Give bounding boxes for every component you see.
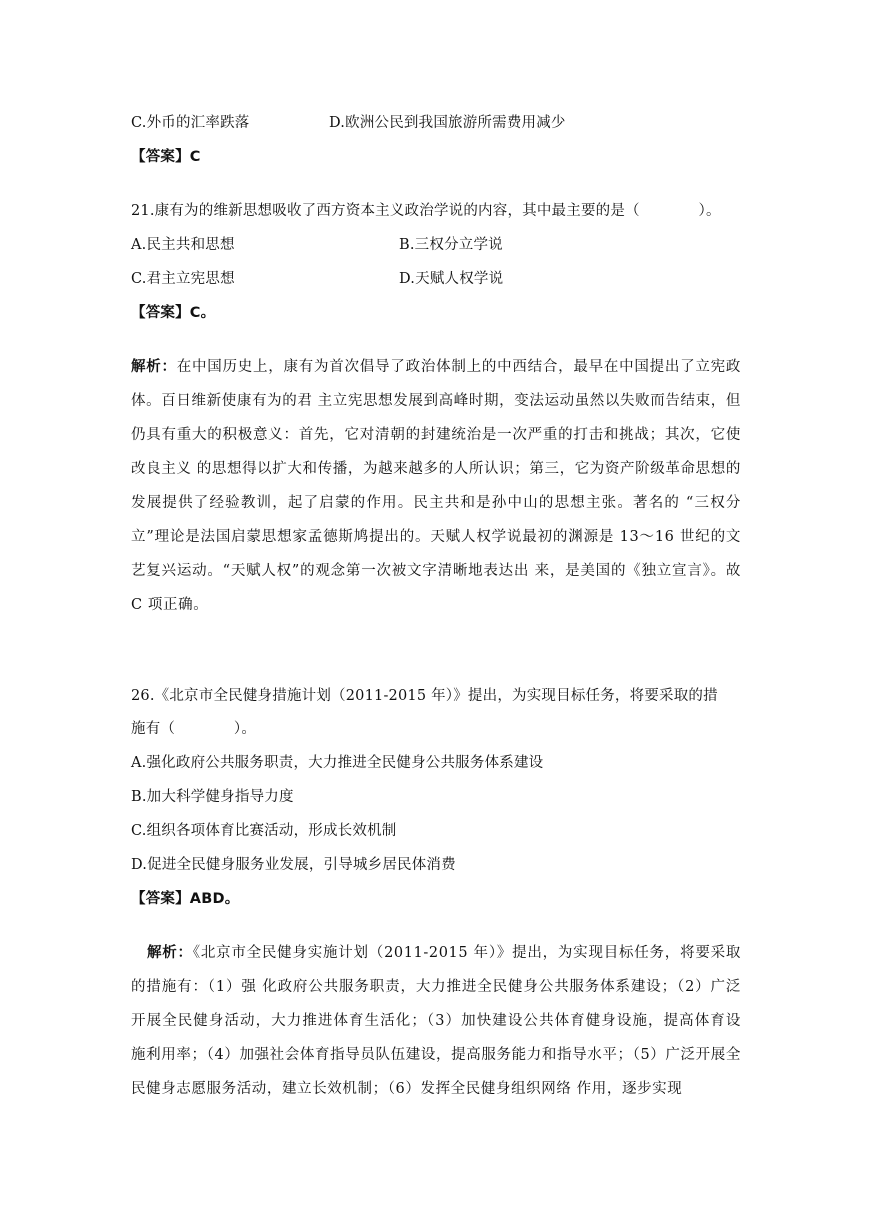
q20-option-d: D.欧洲公民到我国旅游所需费用减少 bbox=[329, 115, 566, 131]
q26-option-c: C.组织各项体育比赛活动，形成长效机制 bbox=[131, 823, 397, 839]
q26-option-b: B.加大科学健身指导力度 bbox=[131, 789, 294, 805]
q26-option-a: A.强化政府公共服务职责，大力推进全民健身公共服务体系建设 bbox=[131, 755, 544, 771]
q26-stem-line-1: 26.《北京市全民健身措施计划（2011-2015 年）》提出，为实现目标任务，将要采取的措 bbox=[131, 688, 718, 704]
q21-option-c: C.君主立宪思想 bbox=[131, 271, 235, 287]
q21-options-row-1 bbox=[131, 235, 503, 255]
q21-analysis-text: 在中国历史上，康有为首次倡导了政治体制上的中西结合，最早在中国提出了立宪政体。百日维新使康有为的君 主立宪思想发展到高峰时期，变法运动虽然以失败而告结束，但仍具有重大的积极意义：首先，它对清朝的封建统治是一次严重的打击和挑战；其次，它使改良主义 的思想得以扩大和传播，为越来越多的人所认识；第三，它为资产阶级革命思想的发展提供了经验教训，起了启蒙的作用。民主共和是孙中山的思想主张。著名的 “三权分立”理论是法国启蒙思想家孟德斯鸠提出的。天赋人权学说最初的渊源是 13～16 世纪的文艺复兴运动。“天赋人权”的观念第一次被文字清晰地表达出 来，是美国的《独立宣言》。故 C 项正确。 bbox=[131, 359, 741, 613]
q20-options-row bbox=[131, 113, 566, 133]
q21-analysis-label: 解析： bbox=[131, 359, 177, 375]
q21-stem: 21.康有为的维新思想吸收了西方资本主义政治学说的内容，其中最主要的是（ ）。 bbox=[131, 203, 721, 219]
q21-option-b: B.三权分立学说 bbox=[399, 237, 503, 253]
q26-answer: 【答案】ABD。 bbox=[131, 891, 240, 907]
q21-option-d: D.天赋人权学说 bbox=[399, 271, 504, 287]
q26-analysis bbox=[131, 936, 741, 1106]
q21-options-row-2 bbox=[131, 269, 504, 289]
q26-analysis-label: 解析： bbox=[147, 945, 193, 961]
q21-option-a: A.民主共和思想 bbox=[131, 237, 235, 253]
q26-option-d: D.促进全民健身服务业发展，引导城乡居民体消费 bbox=[131, 857, 456, 873]
q26-analysis-text: 《北京市全民健身实施计划（2011-2015 年）》提出，为实现目标任务，将要采取的措施有：（1）强 化政府公共服务职责，大力推进全民健身公共服务体系建设；（2）广泛开展全民健身活动，大力推进体育生活化；（3）加快建设公共体育健身设施，提高体育设 施利用率；（4）加强社会体育指导员队伍建设，提高服务能力和指导水平；（5）广泛开展全民健身志愿服务活动，建立长效机制；（6）发挥全民健身组织网络 作用，逐步实现 bbox=[131, 945, 741, 1097]
q26-stem-line-2: 施有（ ）。 bbox=[131, 721, 257, 737]
q20-answer: 【答案】C bbox=[131, 149, 201, 165]
q20-option-c: C.外币的汇率跌落 bbox=[131, 115, 250, 131]
q21-answer: 【答案】C。 bbox=[131, 305, 216, 321]
q21-analysis bbox=[131, 350, 741, 622]
